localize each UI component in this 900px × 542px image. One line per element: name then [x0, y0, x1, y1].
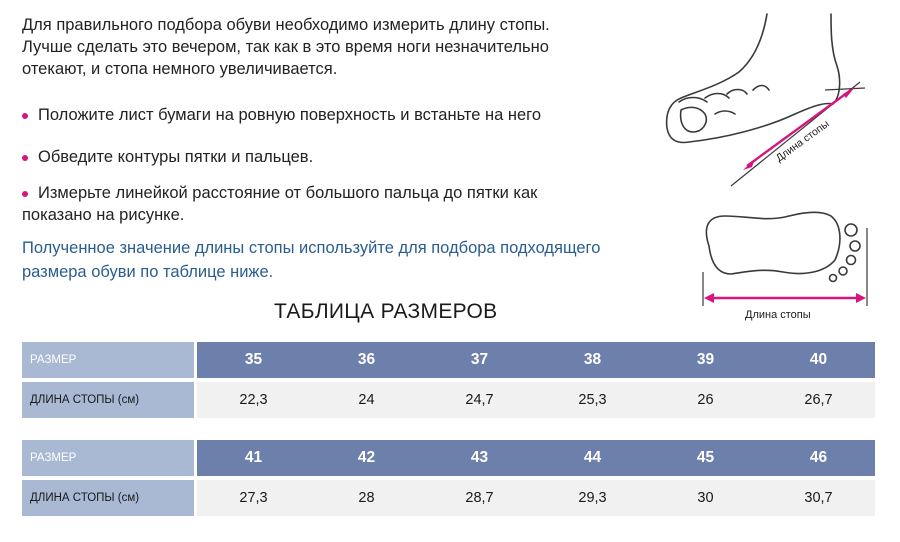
size-cell: 40: [809, 351, 828, 368]
bullet-text: Измерьте линейкой расстояние от большого пальца до пятки как: [38, 184, 538, 202]
foot-side-view-icon: [667, 14, 840, 142]
length-cell: 22,3: [239, 392, 268, 408]
size-cell: 39: [696, 351, 715, 368]
size-row: [22, 342, 875, 378]
bullet-dot-icon: [22, 191, 28, 197]
measure-guide-line: [825, 88, 865, 90]
size-cell: 36: [357, 351, 376, 368]
length-cell: 24,7: [465, 392, 494, 408]
bullet-item: [22, 182, 622, 226]
size-cell: 44: [583, 449, 602, 466]
length-row-label: ДЛИНА СТОПЫ (см): [22, 382, 194, 418]
intro-line: отекают, и стопа немного увеличивается.: [22, 60, 338, 78]
table-title: ТАБЛИЦА РАЗМЕРОВ: [274, 300, 498, 323]
bullet-item: [22, 104, 622, 126]
size-cell: 46: [809, 449, 828, 466]
size-row-label: РАЗМЕР: [22, 342, 194, 378]
length-row-label: ДЛИНА СТОПЫ (см): [22, 480, 194, 516]
length-row: [22, 382, 875, 418]
size-cell: 45: [696, 449, 715, 466]
intro-text: [22, 14, 622, 80]
length-cell: 26: [697, 392, 714, 408]
bullet-text: Положите лист бумаги на ровную поверхность и встаньте на него: [38, 106, 542, 124]
intro-line: Лучше сделать это вечером, так как в это время ноги незначительно: [22, 38, 549, 56]
length-cell: 26,7: [804, 392, 833, 408]
side-length-arrow-icon: [747, 90, 851, 166]
size-cell: 41: [244, 449, 263, 466]
length-cell: 30: [697, 490, 714, 506]
arrowhead-icon: [704, 293, 714, 303]
side-length-label: Длина стопы: [773, 117, 832, 165]
size-table-group: [22, 440, 875, 516]
length-cell: 28: [358, 490, 375, 506]
arrowhead-icon: [856, 293, 866, 303]
usage-note: [22, 236, 662, 284]
length-cell: 25,3: [578, 392, 607, 408]
size-cell: 37: [470, 351, 489, 368]
intro-line: Для правильного подбора обуви необходимо измерить длину стопы.: [22, 16, 550, 34]
size-cell: 43: [470, 449, 489, 466]
size-cell: 35: [244, 351, 263, 368]
size-cell: 38: [583, 351, 602, 368]
length-cell: 28,7: [465, 490, 494, 506]
bullet-item: [22, 146, 622, 168]
foot-sole-view-icon: [706, 212, 860, 281]
length-cell: 30,7: [804, 490, 833, 506]
bullet-dot-icon: [22, 155, 28, 161]
length-cell: 29,3: [578, 490, 607, 506]
foot-measurement-illustration: [655, 10, 885, 325]
length-cell: 24: [358, 392, 375, 408]
bullet-text: показано на рисунке.: [22, 206, 185, 224]
note-line: Полученное значение длины стопы используйте для подбора подходящего: [22, 239, 601, 257]
size-table-group: [22, 342, 875, 418]
length-cell: 27,3: [239, 490, 268, 506]
size-row: [22, 440, 875, 476]
size-cell: 42: [357, 449, 376, 466]
note-line: размера обуви по таблице ниже.: [22, 263, 274, 281]
bullet-dot-icon: [22, 113, 28, 119]
size-row-label: РАЗМЕР: [22, 440, 194, 476]
sole-length-label: Длина стопы: [745, 309, 811, 321]
length-row: [22, 480, 875, 516]
bullet-text: Обведите контуры пятки и пальцев.: [38, 148, 314, 166]
